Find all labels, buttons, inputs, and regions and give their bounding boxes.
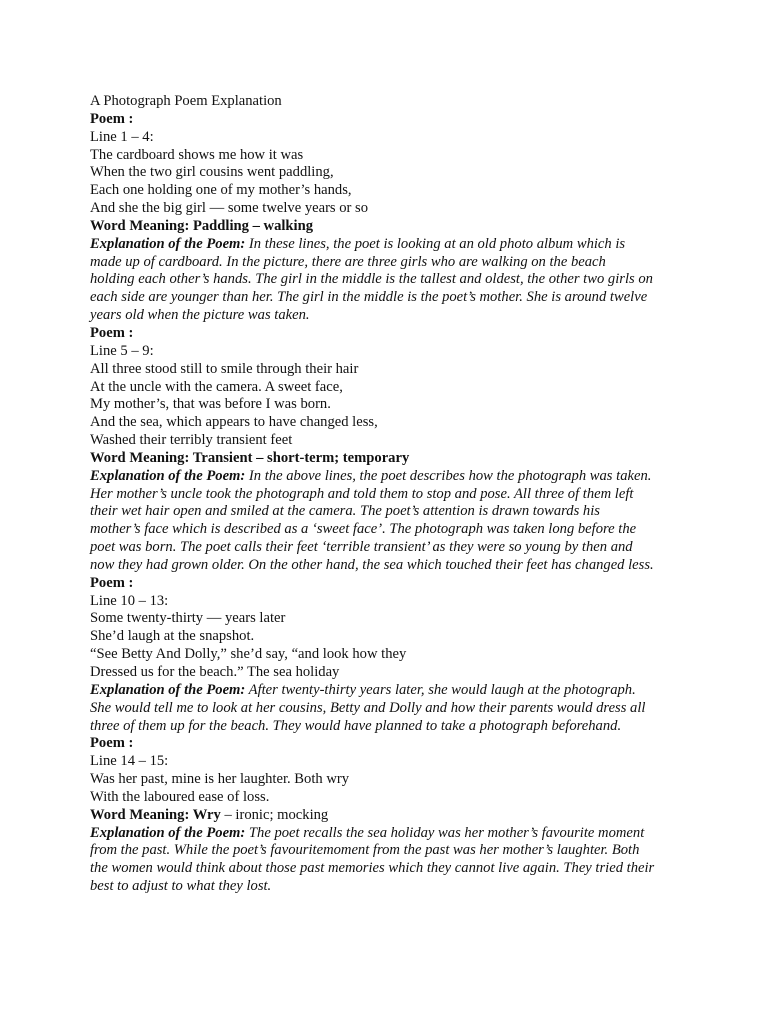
explanation-text: After twenty-thirty years later, she would laugh at the photograph. <box>245 681 636 698</box>
explanation-text: The poet recalls the sea holiday was her mother’s favourite moment <box>245 824 645 841</box>
poem-label: Poem : <box>90 574 134 591</box>
poem-line: My mother’s, that was before I was born. <box>90 396 331 413</box>
section-1 <box>90 111 690 325</box>
explanation-line <box>90 682 690 700</box>
explanation-line: their wet hair open and smiled at the camera. The poet’s attention is drawn towards his <box>90 503 600 520</box>
word-meaning-label: Word Meaning: Wry <box>90 806 221 823</box>
explanation-line <box>90 825 690 843</box>
explanation-line <box>90 236 690 254</box>
poem-line: The cardboard shows me how it was <box>90 146 304 163</box>
word-meaning <box>90 807 690 825</box>
explanation-label: Explanation of the Poem: <box>90 235 246 252</box>
poem-line: Dressed us for the beach.” The sea holiday <box>90 664 340 680</box>
explanation-label: Explanation of the Poem: <box>90 824 246 841</box>
explanation-line: three of them up for the beach. They would have planned to take a photograph beforehand. <box>90 717 622 734</box>
poem-line: With the laboured ease of loss. <box>90 788 270 805</box>
explanation-label: Explanation of the Poem: <box>90 681 246 698</box>
poem-label: Poem : <box>90 110 134 127</box>
explanation-line: each side are younger than her. The girl in the middle is the poet’s mother. She is around twelve <box>90 289 648 306</box>
word-meaning: Word Meaning: Paddling – walking <box>90 217 314 234</box>
explanation-line: now they had grown older. On the other hand, the sea which touched their feet has changed less. <box>90 556 654 573</box>
word-meaning: Word Meaning: Transient – short-term; temporary <box>90 449 410 466</box>
word-meaning-definition: – ironic; mocking <box>220 806 329 823</box>
explanation-line: poet was born. The poet calls their feet ‘terrible transient’ as they were so young by then and <box>90 539 633 556</box>
poem-line: When the two girl cousins went paddling, <box>90 164 334 181</box>
line-range: Line 1 – 4: <box>90 128 154 145</box>
section-2 <box>90 325 690 575</box>
line-range: Line 10 – 13: <box>90 592 169 609</box>
explanation-line: mother’s face which is described as a ‘sweet face’. The photograph was taken long before the <box>90 521 637 538</box>
explanation-line: years old when the picture was taken. <box>90 307 310 324</box>
poem-line: And the sea, which appears to have changed less, <box>90 414 378 431</box>
poem-label: Poem : <box>90 324 134 341</box>
explanation-line: She would tell me to look at her cousins, Betty and Dolly and how their parents would dress all <box>90 699 646 716</box>
section-4 <box>90 735 690 896</box>
explanation-line: made up of cardboard. In the picture, there are three girls who are walking on the beach <box>90 253 606 270</box>
poem-line: “See Betty And Dolly,” she’d say, “and look how they <box>90 646 407 663</box>
document-page <box>90 93 690 896</box>
document-title: A Photograph Poem Explanation <box>90 93 282 109</box>
poem-line: Each one holding one of my mother’s hands, <box>90 182 352 199</box>
explanation-line: holding each other’s hands. The girl in the middle is the tallest and oldest, the other two girls on <box>90 271 653 288</box>
poem-line: She’d laugh at the snapshot. <box>90 628 255 645</box>
explanation-label: Explanation of the Poem: <box>90 467 246 484</box>
explanation-line: Her mother’s uncle took the photograph and told them to stop and pose. All three of them left <box>90 485 634 502</box>
explanation-line <box>90 468 690 486</box>
line-range: Line 5 – 9: <box>90 342 154 359</box>
poem-line: And she the big girl — some twelve years or so <box>90 200 369 217</box>
poem-line: Washed their terribly transient feet <box>90 432 293 449</box>
explanation-line: best to adjust to what they lost. <box>90 878 272 895</box>
poem-line: At the uncle with the camera. A sweet face, <box>90 378 343 395</box>
explanation-text: In these lines, the poet is looking at an old photo album which is <box>245 235 626 252</box>
poem-label: Poem : <box>90 735 134 752</box>
section-3 <box>90 575 690 736</box>
poem-line: Some twenty-thirty — years later <box>90 610 286 627</box>
explanation-line: the women would think about those past memories which they cannot live again. They tried their <box>90 860 655 877</box>
line-range: Line 14 – 15: <box>90 753 169 770</box>
poem-line: All three stood still to smile through their hair <box>90 360 359 377</box>
explanation-line: from the past. While the poet’s favouritemoment from the past was her mother’s laughter. Both <box>90 842 640 859</box>
poem-line: Was her past, mine is her laughter. Both wry <box>90 771 350 788</box>
explanation-text: In the above lines, the poet describes how the photograph was taken. <box>245 467 652 484</box>
